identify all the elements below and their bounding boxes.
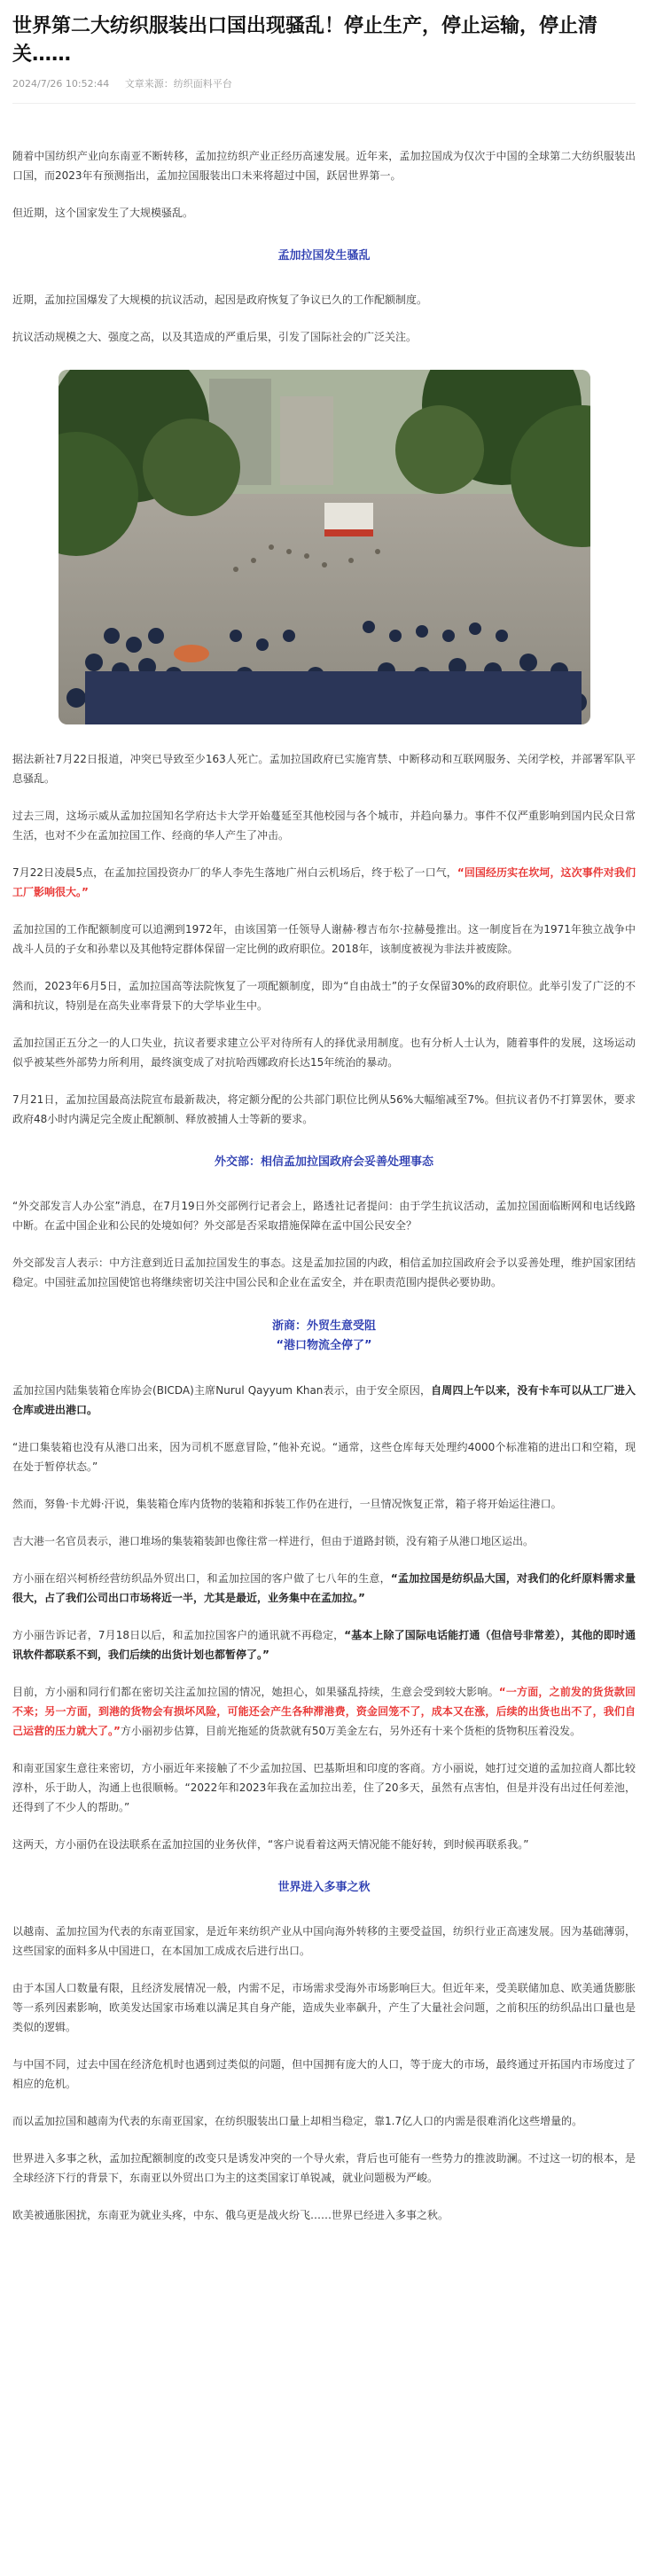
paragraph: 由于本国人口数量有限，且经济发展情况一般，内需不足，市场需求受海外市场影响巨大。但近年来，受美联储加息、欧美通货膨胀等一系列因素影响，欧美发达国家市场难以满足其自身产能，造成失业率飙升，产生了大量社会问题，之前积压的纺织品出口量也是类似的逻辑。 [12,1982,636,2033]
article-date: 2024/7/26 10:52:44 [12,78,110,90]
section-heading: 孟加拉国发生骚乱 [277,249,371,262]
paragraph: 据法新社7月22日报道，冲突已导致至少163人死亡。孟加拉国政府已实施宵禁、中断移动和互联网服务、关闭学校，并部署军队平息骚乱。 [12,753,636,785]
paragraph-text: 目前，方小丽和同行们都在密切关注孟加拉国的情况，她担心，如果骚乱持续，生意会受到较大影响。 [12,1686,499,1698]
section-heading-line: 浙商：外贸生意受阻 [271,1319,376,1333]
paragraph [12,1381,636,1420]
bold-text: 自周四上午以来，没有卡车可以从工厂进入仓库或进出港口。 [12,1384,636,1416]
paragraph: 欧美被通胀困扰，东南亚为就业头疼，中东、俄乌更是战火纷飞……世界已经进入多事之秋。 [12,2209,449,2221]
paragraph: 和南亚国家生意往来密切，方小丽近年来接触了不少孟加拉国、巴基斯坦和印度的客商。方小丽说，她打过交道的孟加拉商人都比较淳朴，乐于助人，沟通上也很顺畅。“2022年和2023年我在孟加拉出差，住了20多天，虽然有点害怕，但是并没有出过任何差池，还得到了不少人的帮助。” [12,1762,636,1813]
paragraph [12,1569,636,1608]
highlighted-quote: “回国经历实在坎坷，这次事件对我们工厂影响很大。” [12,866,636,898]
paragraph: 随着中国纺织产业向东南亚不断转移，孟加拉纺织产业正经历高速发展。近年来，孟加拉国成为仅次于中国的全球第二大纺织服装出口国，而2023年有预测指出，孟加拉国服装出口未来将超过中国，跃居世界第一。 [12,150,636,182]
paragraph-text: 方小丽在绍兴柯桥经营纺织品外贸出口，和孟加拉国的客户做了七八年的生意， [12,1572,391,1585]
section-heading-line: “港口物流全停了” [276,1339,372,1352]
paragraph: 而以孟加拉国和越南为代表的东南亚国家，在纺织服装出口量上却相当稳定，靠1.7亿人口的内需是很难消化这些增量的。 [12,2115,583,2127]
paragraph [12,1682,636,1741]
article-meta [12,76,636,90]
paragraph: 以越南、孟加拉国为代表的东南亚国家，是近年来纺织产业从中国向海外转移的主要受益国，纺织行业正高速发展。因为基础薄弱，这些国家的面料多从中国进口，在本国加工成成衣后进行出口。 [12,1925,636,1957]
paragraph: 7月21日，孟加拉国最高法院宣布最新裁决，将定额分配的公共部门职位比例从56%大幅缩减至7%。但抗议者仍不打算罢休，要求政府48小时内满足完全废止配额制、释放被捕人士等新的要求。 [12,1093,636,1125]
paragraph: 但近期，这个国家发生了大规模骚乱。 [12,207,194,219]
paragraph: 孟加拉国的工作配额制度可以追溯到1972年，由该国第一任领导人谢赫·穆吉布尔·拉赫曼推出。这一制度旨在为1971年独立战争中战斗人员的子女和孙辈以及其他特定群体保留一定比例的政府职位。2018年，该制度被视为非法并被废除。 [12,923,636,955]
protest-photo [59,370,590,724]
paragraph-text: 方小丽初步估算，目前光拖延的货款就有50万美金左右，另外还有十来个货柜的货物积压着没发。 [120,1725,582,1737]
title-divider [12,103,636,104]
paragraph: 孟加拉国正五分之一的人口失业，抗议者要求建立公平对待所有人的择优录用制度。也有分析人士认为，随着事件的发展，这场运动似乎被某些外部势力所利用，最终演变成了对抗哈西娜政府长达15年统治的暴动。 [12,1037,636,1069]
bold-text: “基本上除了国际电话能打通（但信号非常差），其他的即时通讯软件都联系不到，我们后续的出货计划也都暂停了。” [12,1629,636,1661]
paragraph [12,863,636,902]
protest-scene-illustration [59,370,590,724]
section-heading: 世界进入多事之秋 [277,1881,371,1894]
paragraph: 然而，2023年6月5日，孟加拉国高等法院恢复了一项配额制度，即为“自由战士”的子女保留30%的政府职位。此举引发了广泛的不满和抗议，特别是在高失业率背景下的大学毕业生中。 [12,980,636,1012]
paragraph: 然而，努鲁·卡尤姆·汗说，集装箱仓库内货物的装箱和拆装工作仍在进行，一旦情况恢复正常，箱子将开始运往港口。 [12,1498,562,1510]
paragraph: 这两天，方小丽仍在设法联系在孟加拉国的业务伙伴，“客户说看着这两天情况能不能好转，到时候再联系我。” [12,1838,529,1851]
section-heading [12,1317,636,1356]
paragraph: “进口集装箱也没有从港口出来，因为司机不愿意冒险，”他补充说。“通常，这些仓库每天处理约4000个标准箱的进出口和空箱，现在处于暂停状态。” [12,1441,636,1473]
article-source: 文章来源：纺织面料平台 [124,78,232,90]
paragraph: 抗议活动规模之大、强度之高，以及其造成的严重后果，引发了国际社会的广泛关注。 [12,331,418,343]
paragraph: 世界进入多事之秋，孟加拉配额制度的改变只是诱发冲突的一个导火索，背后也可能有一些势力的推波助澜。不过这一切的根本，是全球经济下行的背景下，东南亚以外贸出口为主的这类国家订单锐减，就业问题极为严峻。 [12,2152,636,2184]
paragraph-text: 孟加拉国内陆集装箱仓库协会(BICDA)主席Nurul Qayyum Khan表示，由于安全原因， [12,1384,432,1397]
bold-text: “孟加拉国是纺织品大国，对我们的化纤原料需求量很大，占了我们公司出口市场将近一半，尤其是最近，业务集中在孟加拉。” [12,1572,636,1604]
article-content [12,146,636,2225]
paragraph: 外交部发言人表示：中方注意到近日孟加拉国发生的事态。这是孟加拉国的内政，相信孟加拉国政府会予以妥善处理，维护国家团结稳定。中国驻孟加拉国使馆也将继续密切关注中国公民和企业在孟安全，并在职责范围内提供必要协助。 [12,1257,636,1288]
article-title: 世界第二大纺织服装出口国出现骚乱！停止生产，停止运输，停止清关…… [12,15,598,66]
paragraph: “外交部发言人办公室”消息，在7月19日外交部例行记者会上，路透社记者提问：由于学生抗议活动，孟加拉国面临断网和电话线路中断。在孟中国企业和公民的处境如何？外交部是否采取措施保障在孟中国公民安全？ [12,1200,636,1232]
paragraph [12,1625,636,1664]
paragraph-text: 7月22日凌晨5点，在孟加拉国投资办厂的华人李先生落地广州白云机场后，终于松了一口气， [12,866,457,879]
paragraph: 近期，孟加拉国爆发了大规模的抗议活动，起因是政府恢复了争议已久的工作配额制度。 [12,294,428,306]
paragraph: 与中国不同，过去中国在经济危机时也遇到过类似的问题，但中国拥有庞大的人口，等于庞大的市场，最终通过开拓国内市场度过了相应的危机。 [12,2058,636,2090]
section-heading: 外交部：相信孟加拉国政府会妥善处理事态 [214,1155,433,1169]
paragraph-text: 方小丽告诉记者，7月18日以后，和孟加拉国客户的通讯就不再稳定， [12,1629,345,1641]
highlighted-quote: “一方面，之前发的货货款回不来；另一方面，到港的货物会有损坏风险，可能还会产生各种滞港费，资金回笼不了，成本又在涨，后续的出货也出不了，我们自己运营的压力就大了。” [12,1686,636,1737]
paragraph: 过去三周，这场示威从孟加拉国知名学府达卡大学开始蔓延至其他校园与各个城市，并趋向暴力。事件不仅严重影响到国内民众日常生活，也对不少在孟加拉国工作、经商的华人产生了冲击。 [12,810,636,842]
paragraph: 吉大港一名官员表示，港口堆场的集装箱装卸也像往常一样进行，但由于道路封锁，没有箱子从港口地区运出。 [12,1535,535,1547]
